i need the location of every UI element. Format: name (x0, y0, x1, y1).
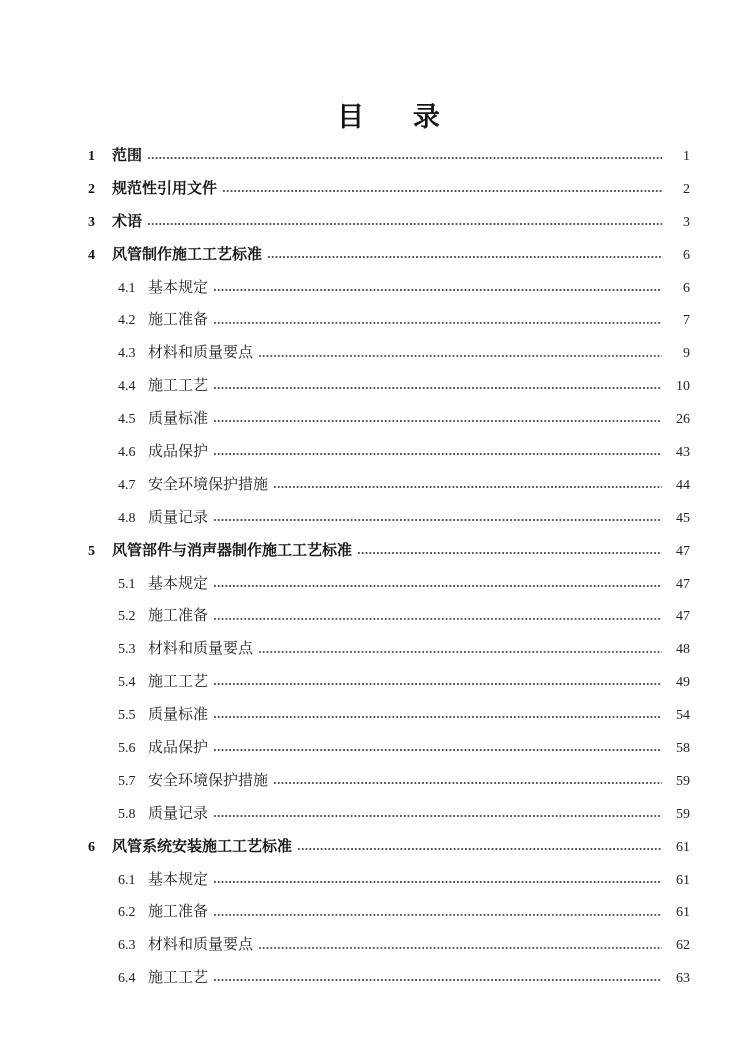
entry-number: 5.3 (118, 642, 136, 658)
entry-label: 风管部件与消声器制作施工工艺标准 (112, 542, 353, 559)
toc-entry (88, 337, 690, 370)
dot-leader (213, 583, 662, 588)
toc-entry (88, 864, 690, 897)
entry-label: 施工准备 (148, 608, 209, 625)
entry-page: 62 (676, 938, 690, 954)
dot-leader (213, 714, 662, 719)
toc-entry (88, 929, 690, 962)
toc-entry (88, 502, 690, 535)
entry-number: 4.7 (118, 477, 136, 493)
entry-number: 4 (88, 247, 95, 263)
entry-page: 61 (676, 839, 690, 855)
entry-number: 6.4 (118, 971, 136, 987)
entry-page: 43 (676, 445, 690, 461)
entry-label: 质量记录 (148, 509, 209, 526)
entry-label: 安全环境保护措施 (148, 772, 269, 789)
entry-page: 1 (683, 149, 690, 164)
entry-page: 47 (676, 609, 690, 625)
entry-label: 成品保护 (148, 444, 209, 461)
toc-entry (88, 304, 690, 337)
toc-entry (88, 173, 690, 206)
entry-number: 4.1 (118, 280, 136, 296)
entry-number: 2 (88, 181, 95, 197)
dot-leader (213, 517, 662, 522)
toc-entry (88, 568, 690, 601)
entry-number: 6 (88, 839, 95, 855)
entry-number: 5.1 (118, 576, 136, 592)
entry-number: 4.3 (118, 346, 136, 362)
entry-label: 材料和质量要点 (148, 641, 254, 658)
entry-number: 6.1 (118, 872, 136, 888)
entry-page: 6 (683, 247, 690, 263)
entry-page: 61 (676, 905, 690, 921)
toc-entry (88, 633, 690, 666)
page-title: 目 录 (337, 102, 441, 132)
dot-leader (213, 418, 662, 423)
entry-page: 44 (676, 477, 690, 493)
dot-leader (213, 615, 662, 620)
entry-page: 9 (683, 346, 690, 362)
entry-page: 59 (676, 806, 690, 822)
entry-page: 47 (676, 576, 690, 592)
toc-entry (88, 469, 690, 502)
entry-page: 54 (676, 708, 690, 724)
dot-leader (273, 484, 662, 489)
toc-entry (88, 600, 690, 633)
entry-label: 施工工艺 (148, 674, 209, 691)
entry-label: 质量标准 (148, 707, 209, 724)
toc-entry (88, 436, 690, 469)
entry-number: 4.2 (118, 313, 136, 329)
entry-page: 26 (676, 412, 690, 428)
entry-label: 基本规定 (148, 575, 209, 592)
entry-label: 范围 (112, 148, 143, 164)
dot-leader (213, 813, 662, 818)
toc-entry (88, 272, 690, 305)
toc-entry (88, 962, 690, 995)
dot-leader (147, 221, 662, 226)
entry-label: 基本规定 (148, 871, 209, 888)
toc-entry (88, 239, 690, 272)
entry-label: 施工准备 (148, 312, 209, 329)
entry-label: 风管系统安装施工工艺标准 (112, 838, 293, 855)
entry-page: 7 (683, 313, 690, 329)
entry-label: 材料和质量要点 (148, 937, 254, 954)
entry-number: 4.6 (118, 445, 136, 461)
entry-number: 5.4 (118, 675, 136, 691)
entry-number: 5.7 (118, 773, 136, 789)
toc-entry (88, 535, 690, 568)
entry-number: 5.6 (118, 741, 136, 757)
entry-label: 术语 (112, 213, 143, 230)
dot-leader (213, 681, 662, 686)
entry-number: 5.5 (118, 708, 136, 724)
dot-leader (213, 385, 662, 390)
entry-label: 质量记录 (148, 805, 209, 822)
entry-number: 4.4 (118, 379, 136, 395)
entry-number: 6.2 (118, 905, 136, 921)
entry-number: 3 (88, 214, 95, 230)
entry-label: 材料和质量要点 (148, 345, 254, 362)
dot-leader (273, 780, 662, 785)
entry-page: 63 (676, 971, 690, 987)
entry-page: 2 (683, 181, 690, 197)
dot-leader (213, 911, 662, 916)
entry-page: 45 (676, 510, 690, 526)
dot-leader (222, 188, 662, 193)
entry-page: 10 (676, 379, 690, 395)
entry-label: 成品保护 (148, 740, 209, 757)
dot-leader (258, 352, 662, 357)
entry-label: 施工准备 (148, 904, 209, 921)
dot-leader (258, 944, 662, 949)
dot-leader (267, 254, 662, 259)
dot-leader (213, 977, 662, 982)
toc-entry (88, 140, 690, 173)
toc-entry (88, 798, 690, 831)
dot-leader (213, 319, 662, 324)
toc-entry (88, 831, 690, 864)
entry-label: 施工工艺 (148, 378, 209, 395)
entry-number: 4.8 (118, 510, 136, 526)
entry-page: 59 (676, 773, 690, 789)
dot-leader (357, 550, 662, 555)
entry-page: 48 (676, 642, 690, 658)
entry-label: 基本规定 (148, 279, 209, 296)
entry-page: 47 (676, 543, 690, 559)
toc-entry (88, 699, 690, 732)
entry-page: 61 (676, 872, 690, 888)
entry-page: 49 (676, 675, 690, 691)
entry-page: 6 (683, 280, 690, 296)
entry-number: 6.3 (118, 938, 136, 954)
entry-page: 3 (683, 214, 690, 230)
toc-list (88, 140, 690, 995)
entry-label: 规范性引用文件 (112, 180, 218, 197)
entry-number: 1 (88, 149, 95, 164)
dot-leader (297, 846, 662, 851)
entry-label: 质量标准 (148, 411, 209, 428)
entry-label: 风管制作施工工艺标准 (112, 246, 263, 263)
toc-entry (88, 666, 690, 699)
entry-page: 58 (676, 741, 690, 757)
toc-entry (88, 896, 690, 929)
dot-leader (213, 287, 662, 292)
dot-leader (213, 879, 662, 884)
dot-leader (213, 747, 662, 752)
dot-leader (213, 451, 662, 456)
toc-entry (88, 206, 690, 239)
dot-leader (258, 648, 662, 653)
entry-label: 施工工艺 (148, 970, 209, 987)
dot-leader (147, 155, 662, 160)
toc-entry (88, 765, 690, 798)
toc-entry (88, 403, 690, 436)
entry-number: 5 (88, 543, 95, 559)
entry-number: 4.5 (118, 412, 136, 428)
entry-number: 5.2 (118, 609, 136, 625)
toc-entry (88, 370, 690, 403)
entry-label: 安全环境保护措施 (148, 476, 269, 493)
toc-entry (88, 732, 690, 765)
entry-number: 5.8 (118, 806, 136, 822)
